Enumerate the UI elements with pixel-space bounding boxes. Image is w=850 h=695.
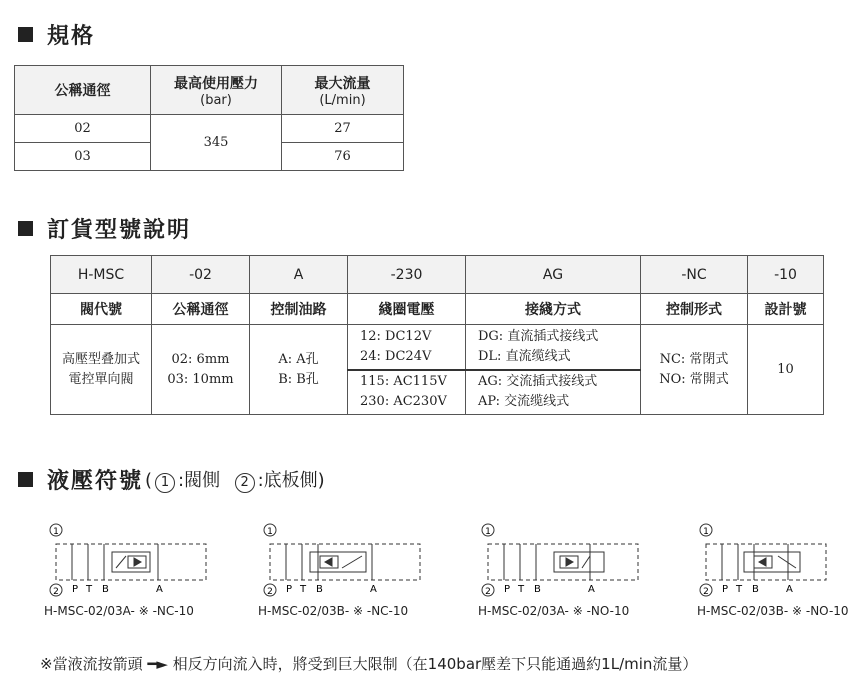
- symbol-diagram-4: [698, 522, 850, 612]
- svg-text:1: 1: [485, 527, 491, 537]
- order-heading: [18, 214, 191, 242]
- svg-text:B: B: [534, 584, 541, 595]
- svg-text:P: P: [286, 584, 293, 595]
- symbol-caption: H-MSC-02/03B- ※ -NO-10: [697, 604, 849, 618]
- spec-pressure-cell: 345: [151, 115, 282, 171]
- svg-text:P: P: [722, 584, 729, 595]
- spec-heading: [18, 20, 95, 48]
- svg-text:T: T: [736, 584, 743, 595]
- size-desc-cell: 02: 6mm 03: 10mm: [152, 325, 250, 415]
- order-code-table: [50, 255, 824, 415]
- svg-text:T: T: [518, 584, 525, 595]
- flow-note: ※當液流按箭頭 ━► 相反方向流入時，將受到巨大限制（在140bar壓差下只能通過約1L/min流量）: [40, 655, 698, 673]
- order-title: 訂貨型號說明: [47, 217, 192, 243]
- name-cell: 綫圈電壓: [348, 294, 466, 325]
- symbol-caption: H-MSC-02/03B- ※ -NC-10: [258, 604, 409, 618]
- table-row: [15, 115, 404, 143]
- symbol-heading: 液壓符號 ( 1 :閥側 2 :底板側): [18, 465, 325, 493]
- spec-title: 規格: [47, 23, 96, 49]
- svg-text:T: T: [86, 584, 93, 595]
- symbol-caption: H-MSC-02/03A- ※ -NO-10: [478, 604, 630, 618]
- spec-size-cell: 03: [15, 143, 151, 171]
- voltage-ac-cell: 115: AC115V 230: AC230V: [348, 370, 466, 415]
- svg-text:B: B: [752, 584, 759, 595]
- design-desc-cell: 10: [748, 325, 824, 415]
- wiring-dc-cell: DG: 直流插式接线式 DL: 直流缆线式: [466, 325, 641, 370]
- spec-header-size: 公稱通徑: [15, 66, 151, 115]
- square-bullet-icon: [18, 472, 33, 487]
- spec-header-flow: 最大流量 (L/min): [282, 66, 404, 115]
- svg-text:P: P: [504, 584, 511, 595]
- name-cell: 公稱通徑: [152, 294, 250, 325]
- valve-desc-cell: 高壓型叠加式 電控單向閥: [51, 325, 152, 415]
- symbol-title: 液壓符號: [47, 468, 144, 494]
- control-desc-cell: NC: 常閉式 NO: 常開式: [641, 325, 748, 415]
- wiring-ac-cell: AG: 交流插式接线式 AP: 交流缆线式: [466, 370, 641, 415]
- svg-text:2: 2: [703, 587, 709, 597]
- svg-text:1: 1: [267, 527, 273, 537]
- code-cell: -NC: [641, 256, 748, 294]
- code-cell: -02: [152, 256, 250, 294]
- symbol-diagram-1: [48, 522, 248, 612]
- name-cell: 設計號: [748, 294, 824, 325]
- spec-flow-cell: 27: [282, 115, 404, 143]
- symbol-caption: H-MSC-02/03A- ※ -NC-10: [44, 604, 194, 618]
- circle-2-label: 2: [53, 587, 59, 597]
- svg-text:A: A: [370, 584, 377, 595]
- svg-text:2: 2: [267, 587, 273, 597]
- svg-text:1: 1: [703, 527, 709, 537]
- name-cell: 控制油路: [250, 294, 348, 325]
- name-cell: 控制形式: [641, 294, 748, 325]
- spec-flow-cell: 76: [282, 143, 404, 171]
- symbol-diagram-2: [262, 522, 462, 612]
- svg-text:P: P: [72, 584, 79, 595]
- svg-text:A: A: [786, 584, 793, 595]
- voltage-dc-cell: 12: DC12V 24: DC24V: [348, 325, 466, 370]
- svg-text:B: B: [102, 584, 109, 595]
- svg-text:A: A: [156, 584, 163, 595]
- svg-text:T: T: [300, 584, 307, 595]
- square-bullet-icon: [18, 27, 33, 42]
- svg-text:A: A: [588, 584, 595, 595]
- name-cell: 閥代號: [51, 294, 152, 325]
- square-bullet-icon: [18, 221, 33, 236]
- code-cell: A: [250, 256, 348, 294]
- svg-text:2: 2: [485, 587, 491, 597]
- svg-text:B: B: [316, 584, 323, 595]
- code-cell: H-MSC: [51, 256, 152, 294]
- code-cell: -230: [348, 256, 466, 294]
- name-cell: 接綫方式: [466, 294, 641, 325]
- port-desc-cell: A: A孔 B: B孔: [250, 325, 348, 415]
- code-cell: -10: [748, 256, 824, 294]
- code-cell: AG: [466, 256, 641, 294]
- spec-size-cell: 02: [15, 115, 151, 143]
- spec-table: [14, 65, 404, 171]
- spec-header-pressure: 最高使用壓力 (bar): [151, 66, 282, 115]
- circle-1-label: 1: [53, 527, 59, 537]
- symbol-diagram-3: [480, 522, 680, 612]
